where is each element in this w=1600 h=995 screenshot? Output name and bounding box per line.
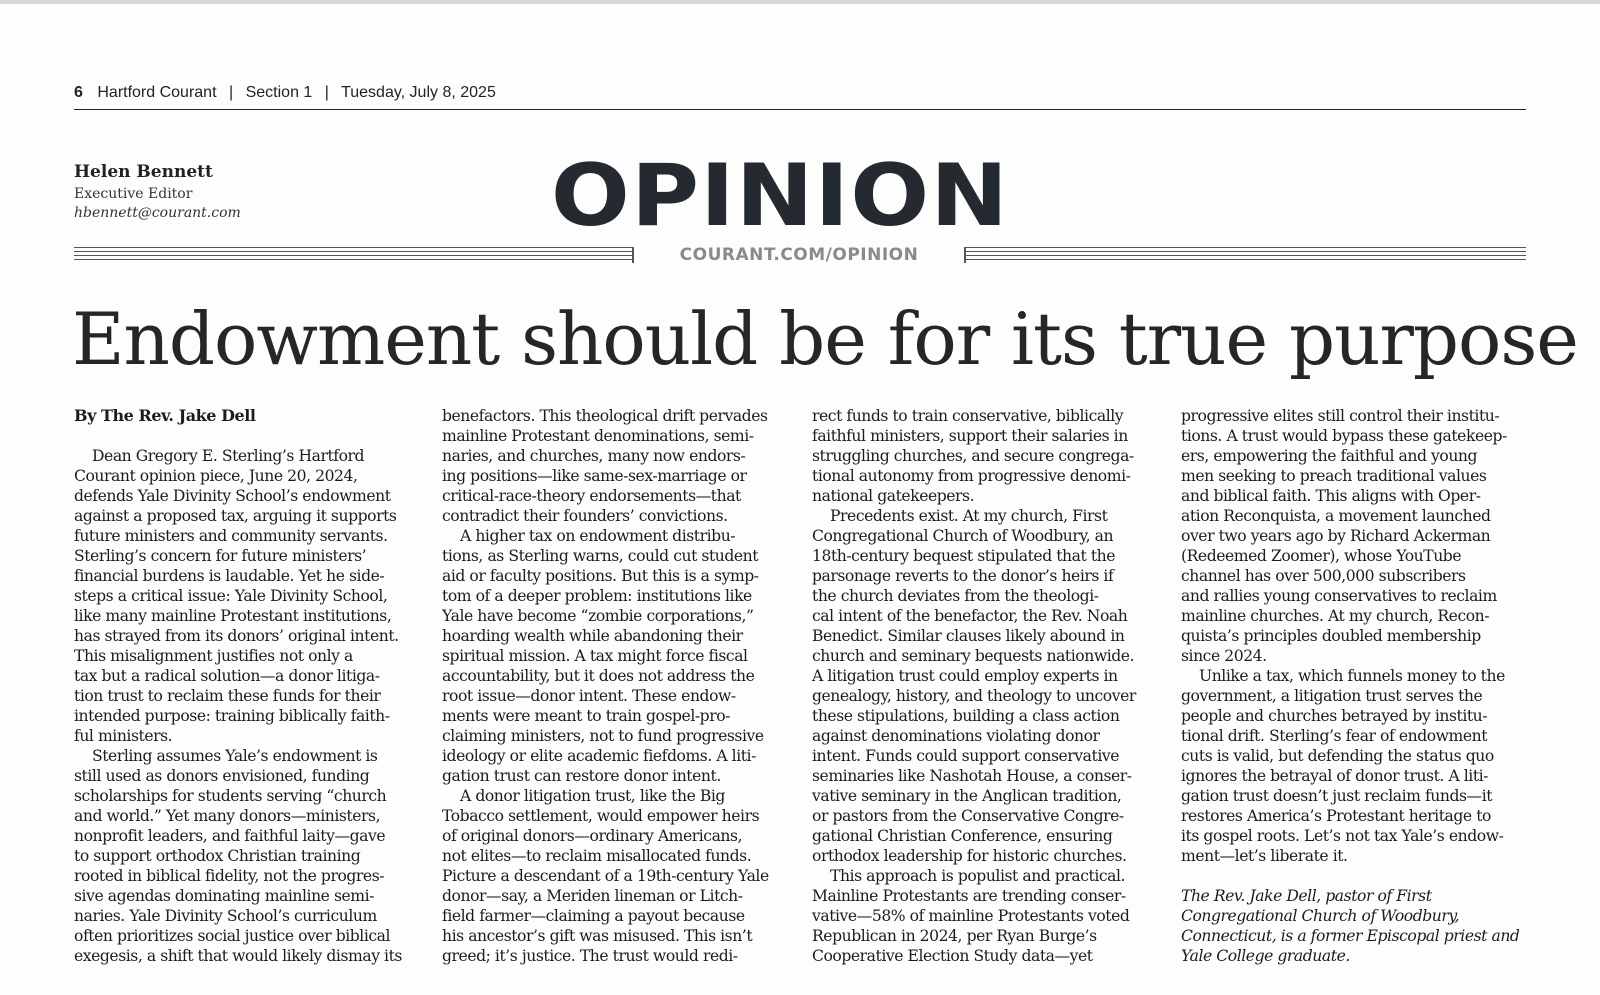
text-line: sive agendas dominating mainline semi- (74, 887, 374, 905)
section-title: OPINION (550, 146, 1010, 246)
text-line: struggling churches, and secure congrega- (812, 447, 1134, 465)
page-number: 6 (74, 84, 83, 101)
publication-name: Hartford Courant (97, 84, 217, 101)
article-headline: Endowment should be for its true purpose (72, 297, 1578, 381)
text-line: restores America’s Protestant heritage to (1181, 807, 1491, 825)
text-line: government, a litigation trust serves the (1181, 687, 1483, 705)
editor-credit (74, 162, 241, 221)
text-line: over two years ago by Richard Ackerman (1181, 527, 1491, 545)
text-line: Cooperative Election Study data—yet (812, 947, 1093, 965)
text-line: tional autonomy from progressive denomi- (812, 467, 1131, 485)
text-line: against denominations violating donor (812, 727, 1100, 745)
text-line: rooted in biblical fidelity, not the progres- (74, 867, 385, 885)
text-line: seminaries like Nashotah House, a conser- (812, 767, 1132, 785)
text-line: people and churches betrayed by institu- (1181, 707, 1488, 725)
text-line: still used as donors envisioned, funding (74, 767, 370, 785)
text-line: claiming ministers, not to fund progressive (442, 727, 764, 745)
column-body (74, 446, 419, 966)
article-column-1 (74, 406, 419, 966)
text-line: nonprofit leaders, and faithful laity—gave (74, 827, 386, 845)
page-top-border (0, 0, 1600, 4)
text-line: mainline churches. At my church, Recon- (1181, 607, 1490, 625)
text-line: these stipulations, building a class action (812, 707, 1120, 725)
text-line: tax but a radical solution—a donor litiga- (74, 667, 380, 685)
text-line: cal intent of the benefactor, the Rev. Noah (812, 607, 1128, 625)
text-line: his ancestor’s gift was misused. This isn’t (442, 927, 753, 945)
tagline-line: Congregational Church of Woodbury, (1181, 907, 1460, 925)
text-line: A donor litigation trust, like the Big (460, 787, 725, 805)
tagline-gap (1181, 866, 1526, 886)
page-folio (74, 84, 1526, 102)
text-line: ation Reconquista, a movement launched (1181, 507, 1491, 525)
text-line: intended purpose: training biblically faith- (74, 707, 390, 725)
editor-name: Helen Bennett (74, 162, 213, 182)
text-line: national gatekeepers. (812, 487, 975, 505)
text-line: its gospel roots. Let’s not tax Yale’s endow- (1181, 827, 1504, 845)
tagline-line: Yale College graduate. (1181, 947, 1350, 965)
text-line: greed; it’s justice. The trust would redi- (442, 947, 738, 965)
text-line: tion trust to reclaim these funds for their (74, 687, 381, 705)
text-line: channel has over 500,000 subscribers (1181, 567, 1466, 585)
text-line: gation trust can restore donor intent. (442, 767, 721, 785)
tagline-line: The Rev. Jake Dell, pastor of First (1181, 887, 1432, 905)
text-line: gational Christian Conference, ensuring (812, 827, 1113, 845)
text-line: hoarding wealth while abandoning their (442, 627, 743, 645)
section-url[interactable]: COURANT.COM/OPINION (679, 245, 919, 265)
text-line: steps a critical issue: Yale Divinity School, (74, 587, 388, 605)
text-line: This approach is populist and practical. (830, 867, 1126, 885)
text-line: tional drift. Sterling’s fear of endowment (1181, 727, 1488, 745)
text-line: naries, and churches, many now endors- (442, 447, 746, 465)
text-line: naries. Yale Divinity School’s curriculum (74, 907, 377, 925)
text-line: vative—58% of mainline Protestants voted (812, 907, 1130, 925)
text-line: Yale have become “zombie corporations,” (442, 607, 754, 625)
text-line: (Redeemed Zoomer), whose YouTube (1181, 547, 1462, 565)
text-line: Sterling’s concern for future ministers’ (74, 547, 367, 565)
text-line: root issue—donor intent. These endow- (442, 687, 736, 705)
text-line: often prioritizes social justice over biblical (74, 927, 391, 945)
text-line: aid or faculty positions. But this is a symp- (442, 567, 759, 585)
text-line: rect funds to train conservative, biblically (812, 407, 1124, 425)
text-line: parsonage reverts to the donor’s heirs if (812, 567, 1114, 585)
text-line: Unlike a tax, which funnels money to the (1199, 667, 1505, 685)
text-line: defends Yale Divinity School’s endowment (74, 487, 391, 505)
column-body (442, 406, 787, 966)
masthead-rule-right (964, 247, 1526, 263)
text-line: and biblical faith. This aligns with Oper- (1181, 487, 1481, 505)
column-body (812, 406, 1157, 966)
text-line: Precedents exist. At my church, First (830, 507, 1108, 525)
text-line: Congregational Church of Woodbury, an (812, 527, 1114, 545)
text-line: financial burdens is laudable. Yet he side- (74, 567, 385, 585)
article-column-3 (812, 406, 1157, 966)
article-column-2 (442, 406, 787, 966)
text-line: A litigation trust could employ experts in (812, 667, 1118, 685)
text-line: ments were meant to train gospel-pro- (442, 707, 730, 725)
text-line: or pastors from the Conservative Congre- (812, 807, 1124, 825)
folio-separator: | (324, 84, 329, 101)
text-line: field farmer—claiming a payout because (442, 907, 745, 925)
text-line: exegesis, a shift that would likely dismay its (74, 947, 402, 965)
masthead-rule-left (74, 247, 634, 263)
text-line: spiritual mission. A tax might force fiscal (442, 647, 748, 665)
text-line: faithful ministers, support their salaries in (812, 427, 1128, 445)
text-line: A higher tax on endowment distribu- (460, 527, 736, 545)
text-line: has strayed from its donors’ original intent. (74, 627, 399, 645)
text-line: 18th-century bequest stipulated that the (812, 547, 1116, 565)
text-line: progressive elites still control their institu- (1181, 407, 1500, 425)
text-line: contradict their founders’ convictions. (442, 507, 728, 525)
text-line: ful ministers. (74, 727, 173, 745)
column-body (1181, 406, 1526, 866)
text-line: intent. Funds could support conservative (812, 747, 1120, 765)
text-line: future ministers and community servants. (74, 527, 388, 545)
text-line: donor—say, a Meriden lineman or Litch- (442, 887, 743, 905)
article-byline: By The Rev. Jake Dell (74, 406, 256, 425)
text-line: tions. A trust would bypass these gatekeep- (1181, 427, 1507, 445)
text-line: Courant opinion piece, June 20, 2024, (74, 467, 358, 485)
text-line: Mainline Protestants are trending conser- (812, 887, 1126, 905)
text-line: church and seminary bequests nationwide. (812, 647, 1135, 665)
text-line: critical-race-theory endorsements—that (442, 487, 741, 505)
text-line: scholarships for students serving “church (74, 787, 387, 805)
text-line: Tobacco settlement, would empower heirs (442, 807, 760, 825)
text-line: not elites—to reclaim misallocated funds. (442, 847, 752, 865)
text-line: Dean Gregory E. Sterling’s Hartford (92, 447, 365, 465)
folio-rule (74, 109, 1526, 110)
article-column-4 (1181, 406, 1526, 966)
tagline-line: Connecticut, is a former Episcopal priest and (1181, 927, 1520, 945)
text-line: men seeking to preach traditional values (1181, 467, 1487, 485)
text-line: like many mainline Protestant institutions, (74, 607, 392, 625)
text-line: Benedict. Similar clauses likely abound in (812, 627, 1125, 645)
text-line: tom of a deeper problem: institutions like (442, 587, 752, 605)
text-line: cuts is valid, but defending the status quo (1181, 747, 1494, 765)
text-line: gation trust doesn’t just reclaim funds—it (1181, 787, 1493, 805)
text-line: ment—let’s liberate it. (1181, 847, 1348, 865)
text-line: of original donors—ordinary Americans, (442, 827, 743, 845)
text-line: genealogy, history, and theology to uncover (812, 687, 1136, 705)
text-line: Sterling assumes Yale’s endowment is (92, 747, 378, 765)
text-line: and rallies young conservatives to reclaim (1181, 587, 1497, 605)
text-line: to support orthodox Christian training (74, 847, 361, 865)
text-line: accountability, but it does not address the (442, 667, 755, 685)
text-line: tions, as Sterling warns, could cut student (442, 547, 759, 565)
publication-date: Tuesday, July 8, 2025 (341, 84, 496, 101)
text-line: quista’s principles doubled membership (1181, 627, 1481, 645)
text-line: vative seminary in the Anglican tradition, (812, 787, 1122, 805)
text-line: benefactors. This theological drift pervades (442, 407, 768, 425)
text-line: mainline Protestant denominations, semi- (442, 427, 754, 445)
text-line: since 2024. (1181, 647, 1267, 665)
text-line: and world.” Yet many donors—ministers, (74, 807, 381, 825)
text-line: ignores the betrayal of donor trust. A liti- (1181, 767, 1489, 785)
text-line: Picture a descendant of a 19th-century Yale (442, 867, 769, 885)
author-tagline (1181, 886, 1526, 966)
text-line: against a proposed tax, arguing it supports (74, 507, 397, 525)
editor-email[interactable]: hbennett@courant.com (74, 205, 241, 221)
section-label: Section 1 (245, 84, 313, 101)
text-line: the church deviates from the theologi- (812, 587, 1099, 605)
text-line: ideology or elite academic fiefdoms. A liti- (442, 747, 756, 765)
text-line: This misalignment justifies not only a (74, 647, 353, 665)
editor-title: Executive Editor (74, 186, 193, 202)
text-line: ers, empowering the faithful and young (1181, 447, 1478, 465)
text-line: Republican in 2024, per Ryan Burge’s (812, 927, 1097, 945)
text-line: ing positions—like same-sex-marriage or (442, 467, 747, 485)
folio-separator: | (228, 84, 234, 101)
text-line: orthodox leadership for historic churches. (812, 847, 1127, 865)
